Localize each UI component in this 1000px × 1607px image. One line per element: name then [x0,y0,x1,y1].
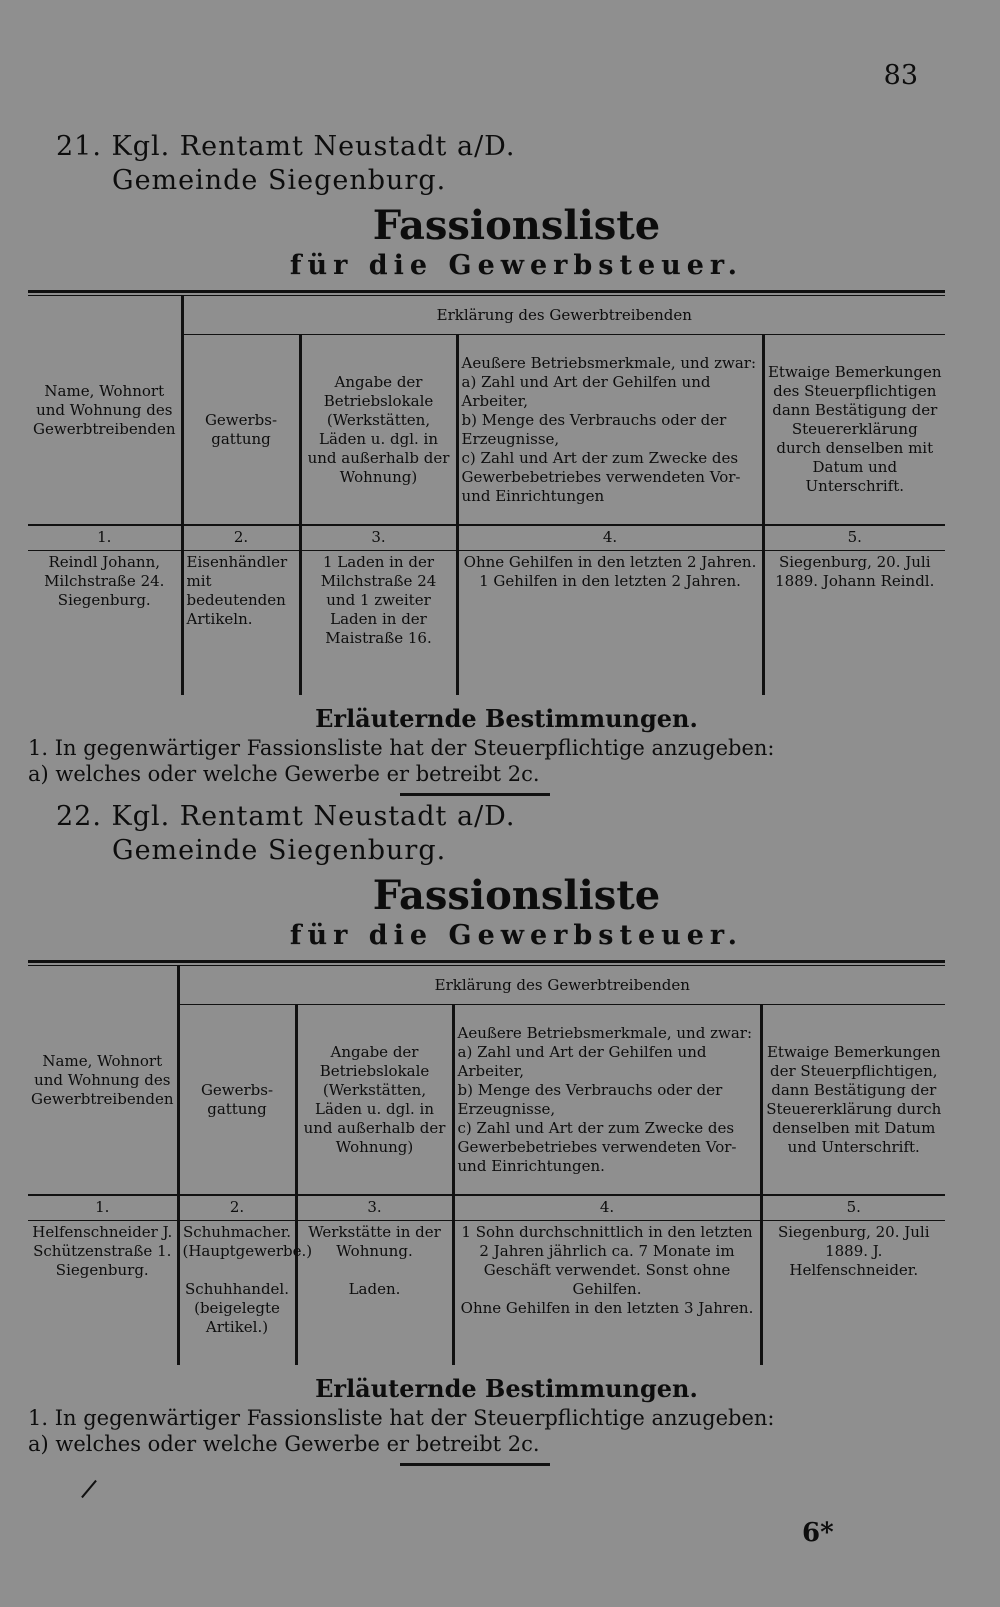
cell-premises: Werkstätte in der Wohnung. Laden. [296,1221,453,1366]
column-number: 3. [296,1195,453,1221]
cell-trade: Schuhmacher. (Hauptgewerbe.) Schuhhandel. (beigelegte Artikel.) [178,1221,296,1366]
column-header-trade: Gewerbs- gattung [182,335,300,526]
cell-features: Ohne Gehilfen in den letzten 2 Jahren. 1 Gehilfen in den letzten 2 Jahren. [457,551,763,696]
note-line: a) welches oder welche Gewerbe er betreibt 2c. [28,1432,540,1456]
municipality: Gemeinde Siegenburg. [112,165,447,196]
municipality: Gemeinde Siegenburg. [112,835,447,866]
cell-name: Helfenschneider J. Schützenstraße 1. Siegenburg. [32,1223,173,1279]
cell-remarks: Siegenburg, 20. Juli 1889. J. Helfenschneider. [761,1221,945,1366]
cell-trade: Eisenhändler mit bedeutenden Artikeln. [182,551,300,696]
column-header-name: Name, Wohnort und Wohnung des Gewerbtreibenden [31,1051,174,1108]
list-title: Fassionsliste [372,872,661,919]
group-header: Erklärung des Gewerbtreibenden [182,296,945,335]
section-divider [400,793,550,796]
column-header-premises: Angabe der Betriebslokale (Werkstätten, Läden u. dgl. in und außerhalb der Wohnung) [296,1005,453,1196]
notes-title: Erläuternde Bestimmungen. [315,704,698,733]
cell-premises: 1 Laden in der Milchstraße 24 und 1 zweiter Laden in der Maistraße 16. [300,551,457,696]
column-header-features: Aeußere Betriebsmerkmale, und zwar: a) Zahl und Art der Gehilfen und Arbeiter, b) Menge des Verbrauchs oder der Erzeugnisse, c) Zahl und Art der zum Zwecke des Gewerbebetriebes verwendeten Vor- und Einrichtungen. [453,1005,761,1196]
cell-name: Reindl Johann, Milchstraße 24. Siegenburg. [44,553,165,609]
column-header-features: Aeußere Betriebsmerkmale, und zwar: a) Zahl und Art der Gehilfen und Arbeiter, b) Menge des Verbrauchs oder der Erzeugnisse, c) Zahl und Art der zum Zwecke des Gewerbebetriebes verwendeten Vor- und Einrichtungen [457,335,763,526]
column-number: 5. [761,1195,945,1221]
section-heading: 21. Kgl. Rentamt Neustadt a/D. [56,131,516,162]
column-number: 2. [182,525,300,551]
column-number: 5. [763,525,945,551]
list-title: Fassionsliste [372,202,661,249]
cell-features: 1 Sohn durchschnittlich in den letzten 2 Jahren jährlich ca. 7 Monate im Geschäft verwendet. Sonst ohne Gehilfen. Ohne Gehilfen in den letzten 3 Jahren. [453,1221,761,1366]
list-subtitle: für die Gewerbsteuer. [289,920,744,951]
page-number: 83 [883,60,918,91]
column-number: 4. [453,1195,761,1221]
note-line: 1. In gegenwärtiger Fassionsliste hat der Steuerpflichtige anzugeben: [28,736,775,760]
fassion-section-22 [28,800,945,1466]
group-header: Erklärung des Gewerbtreibenden [178,966,945,1005]
note-line: 1. In gegenwärtiger Fassionsliste hat der Steuerpflichtige anzugeben: [28,1406,775,1430]
fassion-table [28,296,945,695]
section-heading: 22. Kgl. Rentamt Neustadt a/D. [56,801,516,832]
column-number: 1. [28,1195,178,1221]
column-header-premises: Angabe der Betriebslokale (Werkstätten, Läden u. dgl. in und außerhalb der Wohnung) [300,335,457,526]
column-header-remarks: Etwaige Bemerkungen des Steuerpflichtigen dann Bestätigung der Steuererklärung durch denselben mit Datum und Unterschrift. [763,335,945,526]
column-number: 4. [457,525,763,551]
column-number: 3. [300,525,457,551]
pencil-mark [81,1480,97,1498]
column-header-remarks: Etwaige Bemerkungen der Steuerpflichtigen, dann Bestätigung der Steuererklärung durch denselben mit Datum und Unterschrift. [761,1005,945,1196]
fassion-table [28,966,945,1365]
column-number: 1. [28,525,182,551]
table-row [28,551,945,696]
note-line: a) welches oder welche Gewerbe er betreibt 2c. [28,762,540,786]
column-header-trade: Gewerbs- gattung [178,1005,296,1196]
table-row [28,1221,945,1366]
fassion-section-21 [28,130,945,796]
signature-mark: 6* [802,1518,834,1548]
list-subtitle: für die Gewerbsteuer. [289,250,744,281]
section-divider [400,1463,550,1466]
notes-title: Erläuternde Bestimmungen. [315,1374,698,1403]
column-header-name: Name, Wohnort und Wohnung des Gewerbtreibenden [33,381,176,438]
cell-remarks: Siegenburg, 20. Juli 1889. Johann Reindl. [763,551,945,696]
column-number: 2. [178,1195,296,1221]
